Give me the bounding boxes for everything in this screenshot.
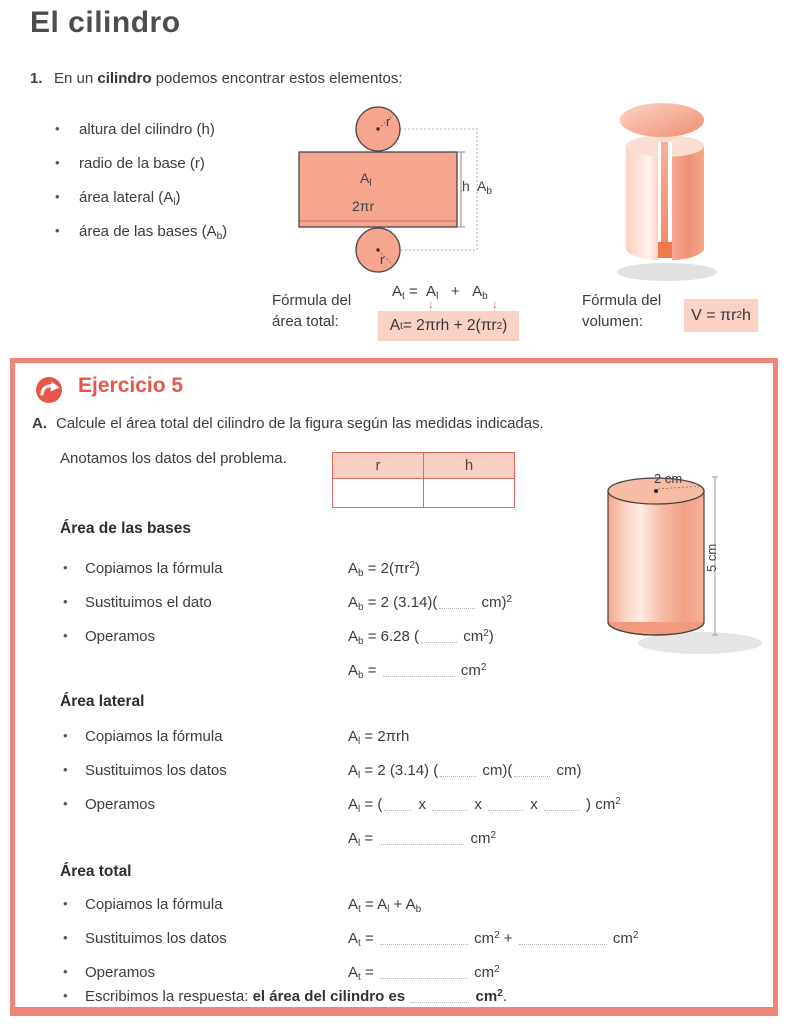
bullet-icon: • [55,155,60,170]
figure-height-label: 5 cm [704,543,719,572]
bullet-icon: • [63,560,68,575]
caption-line-2: volumen: [582,313,643,330]
row-formula: $A_b = 2$ (3.14)( cm)$^2$ [348,594,513,613]
worksheet-row [60,560,760,594]
net-lateral-area-label: $A_l$ [360,170,372,189]
intro-line [30,70,403,87]
element-list [55,121,295,257]
list-item-label: radio de la base (r) [79,155,205,172]
bullet-icon: • [63,930,68,945]
net-height-label: h [462,178,470,194]
net-radius-bottom-label: r [380,252,385,267]
bullet-icon: • [63,896,68,911]
bullet-icon: • [63,964,68,979]
section-rows-total [60,896,760,998]
table-header-r: r [333,453,424,479]
section-heading-total: Área total [60,863,132,880]
row-formula: $A_l = cm^2$ [348,830,497,849]
worksheet-row [60,896,760,930]
worksheet-row [60,830,760,864]
item-letter: A. [32,415,47,432]
area-formula-highlight: A t = 2πrh + 2(πr 2 ) [378,311,519,341]
list-item-label: área de las bases $(A_b)$ [79,223,228,242]
volume-formula-highlight: V = πr 2 h [684,299,758,332]
row-label: Sustituimos los datos [85,930,227,947]
list-item [55,155,295,189]
net-circumference-label: 2πr [352,198,375,214]
row-label: Sustituimos el dato [85,594,212,611]
item-number: 1. [30,70,43,87]
section-heading-bases: Área de las bases [60,520,191,537]
row-formula: $A_t = cm^2 + cm^2$ [348,930,639,949]
row-formula: $A_l = 2\pi rh$ [348,728,410,747]
worksheet-row [60,988,760,1022]
bullet-icon: • [63,762,68,777]
bullet-icon: • [63,594,68,609]
caption-line-1: Fórmula del [272,292,352,309]
area-formula-caption [272,290,351,332]
net-radius-top-label: r [386,114,391,129]
list-item-label: altura del cilindro (h) [79,121,215,138]
figure-radius-label: 2 cm [654,471,683,486]
volume-formula-caption [582,290,661,332]
worksheet-row [60,796,760,830]
worksheet-row [60,930,760,964]
exercise-title: Ejercicio 5 [78,374,184,397]
answer-line [60,988,760,1022]
row-formula: $A_l = 2$ (3.14) ( cm)( cm) [348,762,582,781]
section-heading-lateral: Área lateral [60,693,145,710]
row-formula: $A_b = 2(\pi r^2)$ [348,560,420,579]
arrow-circle-icon [36,377,62,403]
bullet-icon: • [55,223,60,238]
caption-line-1: Fórmula del [582,292,662,309]
row-label: Copiamos la fórmula [85,560,223,577]
section-rows-lateral [60,728,760,864]
data-table [332,452,515,508]
table-cell-h-value [424,479,515,508]
bullet-icon: • [55,121,60,136]
table-header-h: h [424,453,515,479]
bullet-icon: • [63,628,68,643]
row-label: Copiamos la fórmula [85,896,223,913]
net-base-area-label: $A_b$ [477,178,492,197]
page-title: El cilindro [30,6,181,39]
row-label: Operamos [85,796,156,813]
bullet-icon: • [63,796,68,811]
row-formula: $A_t = cm^2$ [348,964,500,983]
opened-cylinder-illustration [612,92,717,287]
section-rows-bases [60,560,760,696]
table-cell-r-value [333,479,424,508]
worksheet-row [60,628,760,662]
row-formula: $A_b = cm^2$ [348,662,487,681]
worksheet-row [60,594,760,628]
answer-text: Escribimos la respuesta: el área del cilindro es $cm^2$. [85,988,507,1005]
list-item [55,189,295,223]
worksheet-row [60,662,760,696]
exercise-instruction [32,415,544,432]
list-item [55,121,295,155]
row-formula: $A_l$ = ( x x x ) $cm^2$ [348,796,621,815]
bullet-icon: • [63,728,68,743]
intro-text: En un cilindro podemos encontrar estos elementos: [54,70,403,87]
caption-line-2: área total: [272,313,339,330]
worksheet-row [60,728,760,762]
instruction-text: Calcule el área total del cilindro de la figura según las medidas indicadas. [56,415,544,432]
down-arrow-icon: ↓ [428,297,434,311]
row-label: Operamos [85,964,156,981]
bullet-icon: • [63,988,68,1003]
row-formula: $A_t = A_l + A_b$ [348,896,422,915]
row-label: Copiamos la fórmula [85,728,223,745]
row-label: Operamos [85,628,156,645]
area-formula-top: $A_t = A_l + A_b$ [392,283,488,302]
down-arrow-icon: ↓ [492,297,498,311]
list-item-label: área lateral $(A_l)$ [79,189,181,208]
list-item [55,223,295,257]
worksheet-row [60,762,760,796]
bullet-icon: • [55,189,60,204]
row-formula: $A_b = 6.28$ ( $cm^2$) [348,628,494,647]
row-label: Sustituimos los datos [85,762,227,779]
exercise-note: Anotamos los datos del problema. [60,450,287,467]
